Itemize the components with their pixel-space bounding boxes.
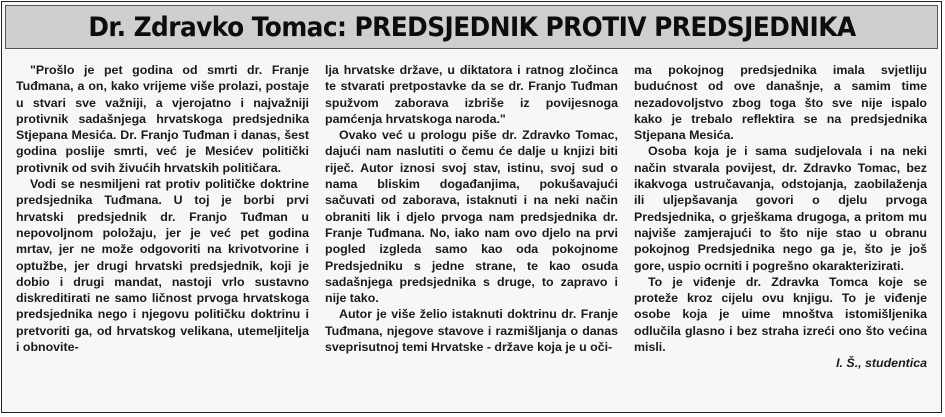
paragraph: Autor je više želio istaknuti doktrinu dr. Franje Tuđmana, njegove stavove i razmišljanja o danas sveprisutnoj temi Hrvatske - države koja je u oči- [325,307,618,355]
newspaper-clipping [1,1,942,413]
article-column-1 [16,62,309,404]
article-column-2 [325,62,618,404]
paragraph: "Prošlo je pet godina od smrti dr. Franje Tuđmana, a on, kako vrijeme više prolazi, postaje u stvari sve važniji, a vjerojatno i najvažniji protivnik sadašnjega hrvatskoga predsjednika Stjepana Mesića. Dr. Franjo Tuđman i danas, šest godina poslije smrti, već je Mesićev politički protivnik od svih živućih hrvatskih političara. [16,63,309,175]
paragraph: To je viđenje dr. Zdravka Tomca koje se proteže kroz cijelu ovu knjigu. To je viđenje osobe koja je uime mnoštva istomišljenika odlučila glasno i bez straha izreći ono što većina misli. [634,274,927,355]
paragraph: lja hrvatske države, u diktatora i ratnog zločinca te stvarati pretpostavke da se dr. Franjo Tuđman spužvom zaborava izbriše iz povijesnoga pamćenja hrvatskoga naroda." [325,63,618,126]
article-column-3 [634,62,927,404]
paragraph: Ovako već u prologu piše dr. Zdravko Tomac, dajući nam naslutiti o čemu će dalje u knjizi biti riječ. Autor iznosi svoj stav, istinu, svoj sud o nama bliskim događanjima, pokušavajući sačuvati od zaborava, istaknuti i na neki način obraniti lik i djelo prvoga nam predsjednika dr. Franje Tuđmana. No, iako nam ovo djelo na prvi pogled izgleda samo kao oda pokojnome Predsjedniku s jedne strane, te kao osuda sadašnjega predsjednika s druge, to zapravo i nije tako. [325,128,618,306]
paragraph: Vodi se nesmiljeni rat protiv političke doktrine predsjednika Tuđmana. U toj je borbi prvi hrvatski predsjednik dr. Franjo Tuđman u nepovoljnom položaju, jer je već pet godina mrtav, jer ne može odgovoriti na krivotvorine i optužbe, jer drugi hrvatski predsjednik, koji je dobio i drugi mandat, nastoji vrlo sustavno diskreditirati ne samo ličnost prvoga hrvatskoga predsjednika nego i njegovu političku doktrinu i pretvoriti ga, od hrvatskog velikana, utemeljitelja i obnovite- [16,177,309,355]
author-signature: I. Š., studentica [836,356,927,371]
headline: Dr. Zdravko Tomac: PREDSJEDNIK PROTIV PREDSJEDNIKA [87,11,856,43]
paragraph: Osoba koja je i sama sudjelovala i na neki način stvarala povijest, dr. Zdravko Tomac, bez ikakvoga ustručavanja, odstojanja, zaobilaženja ili uljepšavanja govori o djelu prvoga Predsjednika, o grješkama drugoga, a pritom mu najviše zamjerajući to što nije stao u obranu pokojnog Predsjednika nego ga je, što je još gore, uspio ocrniti i pogrešno okarakterizirati. [634,144,927,273]
article-body [16,62,927,404]
headline-bar [5,5,938,49]
paragraph: ma pokojnog predsjednika imala svjetliju budućnost od ove današnje, a samim time nezadovoljstvo zbog toga što sve nije ispalo kako je trebalo reflektira se na predsjednika Stjepana Mesića. [634,63,927,143]
